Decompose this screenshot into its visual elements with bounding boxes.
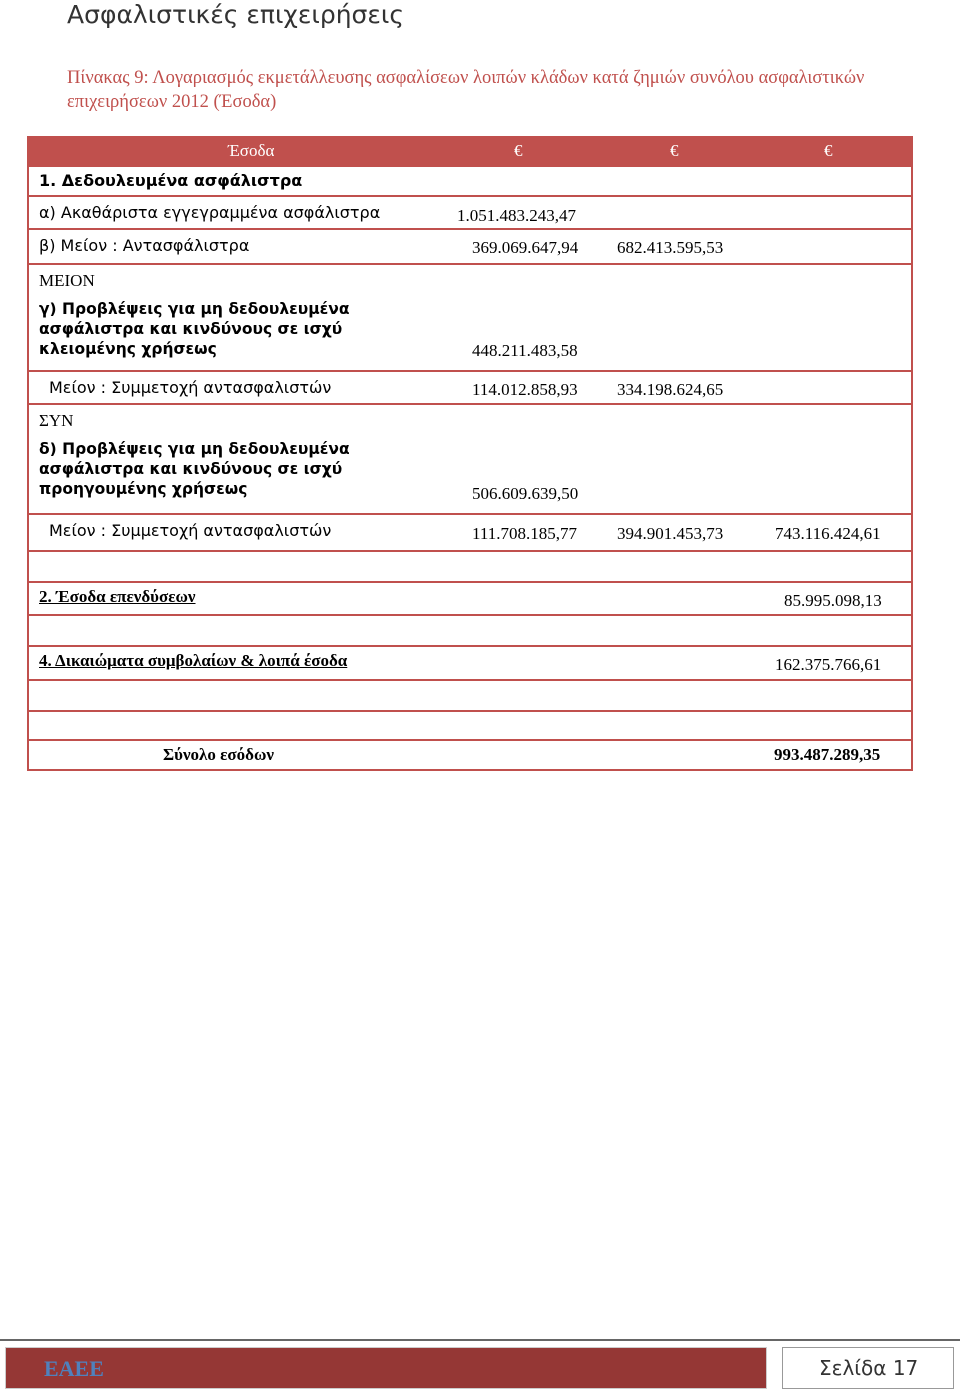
total-value: 993.487.289,35 — [774, 745, 881, 764]
table-title: Πίνακας 9: Λογαριασμός εκμετάλλευσης ασφαλίσεων λοιπών κλάδων κατά ζημιών συνόλου ασφαλιστικών επιχειρήσεων 2012 (Έσοδα) — [67, 68, 865, 112]
value-col-2: 394.901.453,73 — [617, 524, 724, 543]
value-col-1: 111.708.185,77 — [472, 524, 577, 543]
row-label: γ) Προβλέψεις για μη δεδουλευμένα ασφάλιστρα και κινδύνους σε ισχύ κλειομένης χρήσεως — [39, 300, 350, 358]
value-col-3: 743.116.424,61 — [775, 524, 881, 543]
footer-divider — [0, 1339, 960, 1341]
table-row — [29, 513, 911, 550]
table-row — [29, 167, 911, 195]
table-row — [29, 645, 911, 679]
total-label: Σύνολο εσόδων — [163, 745, 274, 764]
footer-page-box — [782, 1347, 954, 1389]
currency-col-3: € — [824, 141, 833, 160]
row-label: 2. Έσοδα επενδύσεων — [39, 587, 196, 606]
table-row — [29, 370, 911, 403]
value-col-1: 369.069.647,94 — [472, 238, 579, 257]
table-row — [29, 581, 911, 614]
table-row-empty — [29, 614, 911, 645]
row-label: 1. Δεδουλευμένα ασφάλιστρα — [39, 171, 303, 190]
table-row-empty — [29, 550, 911, 581]
row-label: 4. Δικαιώματα συμβολαίων & λοιπά έσοδα — [39, 651, 348, 670]
table-row — [29, 263, 911, 370]
table-row — [29, 228, 911, 263]
row-prefix: ΣΥΝ — [39, 411, 74, 430]
total-row — [29, 739, 911, 769]
table-row — [29, 195, 911, 228]
value-col-3: 85.995.098,13 — [784, 591, 882, 610]
row-label: δ) Προβλέψεις για μη δεδουλευμένα ασφάλιστρα και κινδύνους σε ισχύ προηγουμένης χρήσεως — [39, 440, 350, 498]
table-header-row — [29, 136, 911, 167]
row-label: Μείον : Συμμετοχή αντασφαλιστών — [49, 521, 332, 540]
value-col-1: 506.609.639,50 — [472, 484, 579, 503]
footer-left-text: ΕΑΕΕ — [44, 1356, 104, 1381]
header-label: Έσοδα — [228, 141, 275, 160]
table-row-empty — [29, 679, 911, 710]
row-label: β) Μείον : Αντασφάλιστρα — [39, 236, 250, 255]
page-header-title: Ασφαλιστικές επιχειρήσεις — [67, 0, 405, 29]
footer-left-bar — [5, 1347, 767, 1389]
table-row-empty — [29, 710, 911, 739]
currency-col-2: € — [670, 141, 679, 160]
value-col-3: 162.375.766,61 — [775, 655, 882, 674]
table-row — [29, 403, 911, 513]
value-col-1: 114.012.858,93 — [472, 380, 578, 399]
row-label: α) Ακαθάριστα εγγεγραμμένα ασφάλιστρα — [39, 203, 381, 222]
page-number: Σελίδα 17 — [819, 1356, 919, 1380]
value-col-2: 334.198.624,65 — [617, 380, 724, 399]
row-label: Μείον : Συμμετοχή αντασφαλιστών — [49, 378, 332, 397]
value-col-1: 448.211.483,58 — [472, 341, 578, 360]
row-prefix: ΜΕΙΟΝ — [39, 271, 95, 290]
value-col-1: 1.051.483.243,47 — [457, 206, 576, 225]
value-col-2: 682.413.595,53 — [617, 238, 724, 257]
currency-col-1: € — [514, 141, 523, 160]
income-table — [27, 136, 913, 771]
